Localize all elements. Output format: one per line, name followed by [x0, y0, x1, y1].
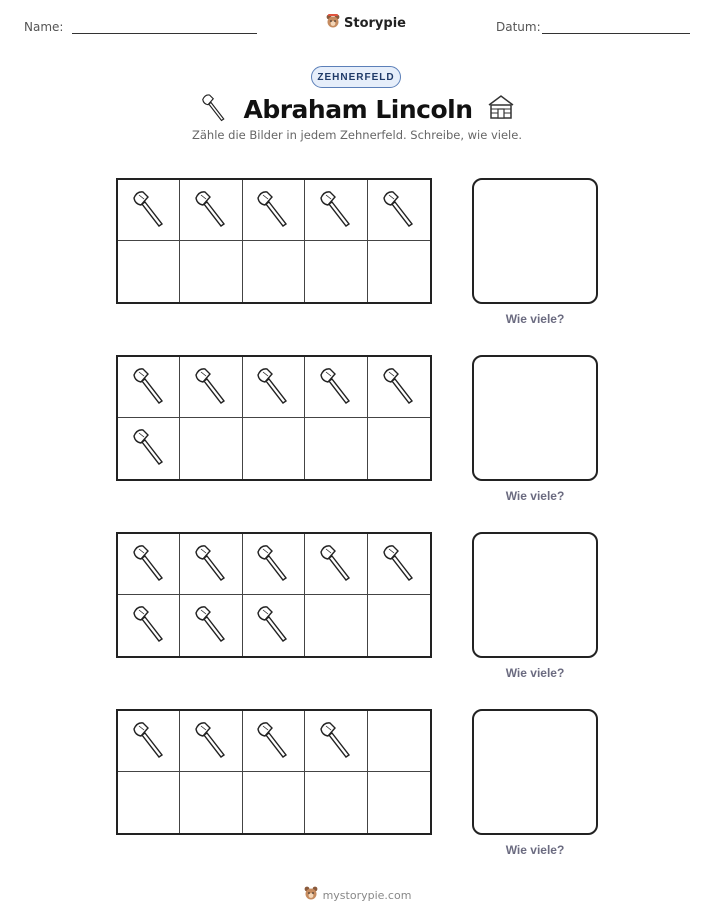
answer-label: Wie viele? — [505, 312, 565, 326]
ten-frame-cell — [305, 534, 367, 595]
ten-frame-cell — [243, 180, 305, 241]
name-line[interactable] — [72, 33, 257, 34]
ten-frame-cell — [180, 418, 242, 479]
ten-frame-cell — [305, 595, 367, 656]
ten-frame-cell — [368, 534, 430, 595]
ten-frame-cell — [118, 772, 180, 833]
ten-frame-cell — [180, 711, 242, 772]
problem-3 — [0, 532, 714, 692]
axe-icon — [191, 719, 231, 764]
axe-icon — [316, 542, 356, 587]
ten-frame-cell — [118, 534, 180, 595]
title-row — [0, 92, 714, 127]
axe-icon — [191, 542, 231, 587]
axe-icon — [379, 542, 419, 587]
brand — [325, 13, 406, 34]
axe-icon — [129, 603, 169, 648]
header — [0, 0, 714, 50]
ten-frame-cell — [243, 772, 305, 833]
axe-icon — [316, 365, 356, 410]
ten-frame-cell — [118, 241, 180, 302]
bear-logo-icon — [325, 13, 341, 34]
brand-name: Storypie — [344, 16, 406, 31]
ten-frame-cell — [118, 418, 180, 479]
problem-4 — [0, 709, 714, 869]
date-label: Datum: — [496, 20, 541, 34]
cabin-icon — [487, 94, 515, 125]
ten-frame-cell — [368, 711, 430, 772]
axe-icon — [316, 188, 356, 233]
answer-box[interactable] — [472, 178, 598, 304]
axe-icon — [379, 365, 419, 410]
ten-frame-cell — [243, 418, 305, 479]
bear-logo-icon — [303, 885, 319, 906]
axe-icon — [379, 188, 419, 233]
ten-frame-cell — [305, 180, 367, 241]
ten-frame-cell — [305, 357, 367, 418]
axe-icon — [253, 188, 293, 233]
ten-frame-cell — [180, 241, 242, 302]
ten-frame-cell — [118, 595, 180, 656]
axe-icon — [253, 542, 293, 587]
answer-label: Wie viele? — [505, 489, 565, 503]
axe-icon — [253, 719, 293, 764]
answer-box[interactable] — [472, 355, 598, 481]
problem-1 — [0, 178, 714, 338]
instructions: Zähle die Bilder in jedem Zehnerfeld. Schreibe, wie viele. — [192, 128, 522, 142]
ten-frame-cell — [180, 595, 242, 656]
page-title: Abraham Lincoln — [243, 95, 473, 124]
ten-frame-cell — [118, 357, 180, 418]
ten-frame-cell — [118, 180, 180, 241]
axe-icon — [253, 603, 293, 648]
axe-icon — [129, 542, 169, 587]
date-line[interactable] — [542, 33, 690, 34]
axe-icon — [316, 719, 356, 764]
answer-box[interactable] — [472, 709, 598, 835]
worksheet-type-badge: ZEHNERFELD — [311, 66, 401, 88]
ten-frame-cell — [243, 711, 305, 772]
footer-url: mystorypie.com — [322, 889, 412, 902]
ten-frame-cell — [368, 241, 430, 302]
ten-frame-cell — [243, 357, 305, 418]
ten-frame-cell — [180, 180, 242, 241]
ten-frame-cell — [118, 711, 180, 772]
ten-frame-cell — [368, 418, 430, 479]
ten-frame-cell — [180, 357, 242, 418]
axe-icon — [129, 188, 169, 233]
ten-frame — [116, 178, 432, 304]
ten-frame-cell — [305, 241, 367, 302]
axe-icon — [199, 92, 229, 127]
ten-frame-cell — [305, 772, 367, 833]
ten-frame-cell — [368, 180, 430, 241]
ten-frame-cell — [305, 418, 367, 479]
axe-icon — [129, 365, 169, 410]
axe-icon — [129, 719, 169, 764]
footer — [0, 885, 714, 906]
ten-frame — [116, 709, 432, 835]
ten-frame-cell — [243, 241, 305, 302]
ten-frame-cell — [368, 772, 430, 833]
ten-frame-cell — [368, 357, 430, 418]
ten-frame-cell — [243, 534, 305, 595]
axe-icon — [191, 603, 231, 648]
axe-icon — [129, 426, 169, 471]
axe-icon — [253, 365, 293, 410]
ten-frame — [116, 532, 432, 658]
ten-frame-cell — [368, 595, 430, 656]
ten-frame — [116, 355, 432, 481]
ten-frame-cell — [305, 711, 367, 772]
answer-box[interactable] — [472, 532, 598, 658]
ten-frame-cell — [180, 534, 242, 595]
axe-icon — [191, 365, 231, 410]
answer-label: Wie viele? — [505, 843, 565, 857]
axe-icon — [191, 188, 231, 233]
answer-label: Wie viele? — [505, 666, 565, 680]
name-label: Name: — [24, 20, 64, 34]
problem-2 — [0, 355, 714, 515]
ten-frame-cell — [243, 595, 305, 656]
ten-frame-cell — [180, 772, 242, 833]
